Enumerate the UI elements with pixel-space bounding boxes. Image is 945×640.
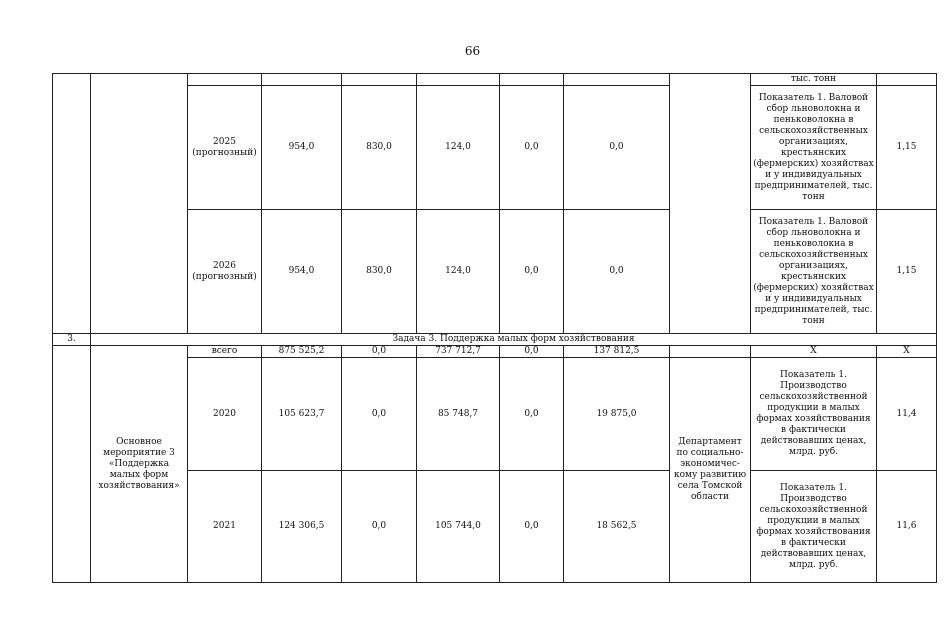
amount-cell: 0,0 bbox=[564, 86, 670, 210]
executor-cell bbox=[670, 74, 751, 334]
amount-cell: 0,0 bbox=[500, 471, 564, 583]
executor-cell bbox=[670, 346, 751, 358]
indicator-cell: Показатель 1. Валовой сбор льноволокна и пеньковолокна в сельскохозяйственных организациях, крестьянских (фермерских) хозяйствах и у индивидуальных предпринимателей, тыс. тонн bbox=[751, 86, 877, 210]
year-cell: 2020 bbox=[188, 358, 262, 471]
amount-cell: 737 712,7 bbox=[417, 346, 500, 358]
amount-cell: 0,0 bbox=[342, 471, 417, 583]
task-number: 3. bbox=[53, 334, 91, 346]
table-row bbox=[53, 346, 937, 358]
cell bbox=[188, 74, 262, 86]
year-cell bbox=[188, 210, 262, 334]
amount-cell: 137 812,5 bbox=[564, 346, 670, 358]
amount-cell: 105 744,0 bbox=[417, 471, 500, 583]
amount-cell: 0,0 bbox=[342, 346, 417, 358]
indicator-cell: Показатель 1. Валовой сбор льноволокна и пеньковолокна в сельскохозяйственных организациях, крестьянских (фермерских) хозяйствах и у индивидуальных предпринимателей, тыс. тонн bbox=[751, 210, 877, 334]
amount-cell: 85 748,7 bbox=[417, 358, 500, 471]
year-cell: всего bbox=[188, 346, 262, 358]
amount-cell: 830,0 bbox=[342, 86, 417, 210]
amount-cell: 0,0 bbox=[342, 358, 417, 471]
amount-cell: 0,0 bbox=[564, 210, 670, 334]
amount-cell: 830,0 bbox=[342, 210, 417, 334]
amount-cell: 124,0 bbox=[417, 210, 500, 334]
year-note: (прогнозный) bbox=[192, 271, 257, 282]
cell bbox=[564, 74, 670, 86]
indicator-cell: тыс. тонн bbox=[751, 74, 877, 86]
cell bbox=[342, 74, 417, 86]
value-cell: X bbox=[877, 346, 937, 358]
number-cell bbox=[53, 346, 91, 583]
cell bbox=[262, 74, 342, 86]
total-cell: 875 525,2 bbox=[262, 346, 342, 358]
amount-cell: 19 875,0 bbox=[564, 358, 670, 471]
indicator-cell: Показатель 1. Производство сельскохозяйственной продукции в малых формах хозяйствования в фактически действовавших ценах, млрд. руб. bbox=[751, 471, 877, 583]
cell bbox=[500, 74, 564, 86]
amount-cell: 0,0 bbox=[500, 346, 564, 358]
amount-cell: 124,0 bbox=[417, 86, 500, 210]
task-title: Задача 3. Поддержка малых форм хозяйствования bbox=[91, 334, 937, 346]
task-row bbox=[53, 334, 937, 346]
total-cell: 105 623,7 bbox=[262, 358, 342, 471]
amount-cell: 18 562,5 bbox=[564, 471, 670, 583]
indicator-cell: X bbox=[751, 346, 877, 358]
value-cell: 1,15 bbox=[877, 86, 937, 210]
total-cell: 954,0 bbox=[262, 86, 342, 210]
value-cell: 1,15 bbox=[877, 210, 937, 334]
amount-cell: 0,0 bbox=[500, 86, 564, 210]
year-label: 2026 bbox=[213, 260, 236, 271]
year-cell: 2021 bbox=[188, 471, 262, 583]
amount-cell: 0,0 bbox=[500, 358, 564, 471]
table-row bbox=[53, 74, 937, 86]
amount-cell: 0,0 bbox=[500, 210, 564, 334]
cell bbox=[417, 74, 500, 86]
event-name: Основное мероприятие 3 «Поддержка малых форм хозяйствования» bbox=[91, 346, 188, 583]
number-cell bbox=[53, 74, 91, 334]
value-cell: 11,6 bbox=[877, 471, 937, 583]
event-cell bbox=[91, 74, 188, 334]
year-note: (прогнозный) bbox=[192, 147, 257, 158]
indicator-cell: Показатель 1. Производство сельскохозяйственной продукции в малых формах хозяйствования в фактически действовавших ценах, млрд. руб. bbox=[751, 358, 877, 471]
year-label: 2025 bbox=[213, 136, 236, 147]
page-number: 66 bbox=[464, 44, 481, 58]
value-cell: 11,4 bbox=[877, 358, 937, 471]
year-cell bbox=[188, 86, 262, 210]
executor-cell: Департамент по социально-экономичес-кому развитию села Томской области bbox=[670, 358, 751, 583]
total-cell: 124 306,5 bbox=[262, 471, 342, 583]
program-table bbox=[52, 73, 937, 583]
value-cell bbox=[877, 74, 937, 86]
total-cell: 954,0 bbox=[262, 210, 342, 334]
